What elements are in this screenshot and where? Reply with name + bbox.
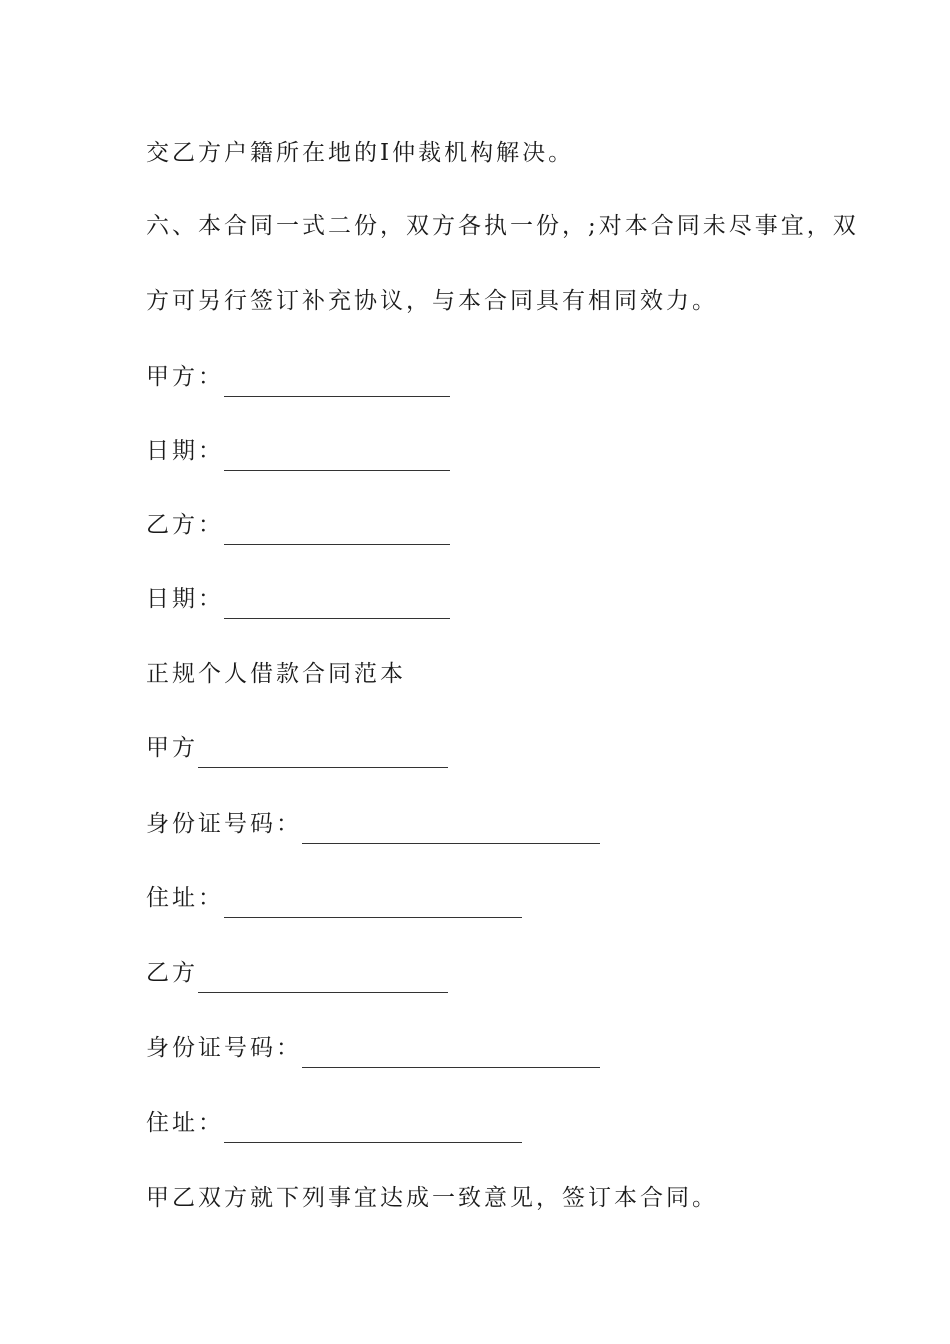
- party-a-field: [146, 728, 448, 768]
- paragraph-copies-line-2: 方可另行签订补充协议，与本合同具有相同效力。: [146, 288, 718, 314]
- signature-party-a-blank[interactable]: [224, 367, 450, 397]
- signature-date-1-label: 日期：: [146, 438, 224, 464]
- party-a-id-blank[interactable]: [302, 814, 600, 844]
- party-b-address-blank[interactable]: [224, 1113, 522, 1143]
- party-a-id-label: 身份证号码：: [146, 811, 302, 837]
- signature-party-b-field: [146, 505, 450, 545]
- signature-date-2-field: [146, 579, 450, 619]
- party-b-address-field: [146, 1103, 522, 1143]
- party-a-address-blank[interactable]: [224, 888, 522, 918]
- signature-party-a-label: 甲方：: [146, 364, 224, 390]
- signature-date-1-blank[interactable]: [224, 441, 450, 471]
- party-a-label: 甲方: [146, 735, 198, 761]
- party-a-id-field: [146, 804, 600, 844]
- signature-date-2-blank[interactable]: [224, 589, 450, 619]
- paragraph-arbitration-end: 交乙方户籍所在地的I仲裁机构解决。: [146, 140, 575, 166]
- paragraph-copies-line-1: 六、本合同一式二份，双方各执一份，;对本合同未尽事宜，双: [146, 213, 859, 239]
- party-b-id-label: 身份证号码：: [146, 1035, 302, 1061]
- party-b-address-label: 住址：: [146, 1110, 224, 1136]
- signature-party-b-blank[interactable]: [224, 515, 450, 545]
- signature-party-b-label: 乙方：: [146, 512, 224, 538]
- party-a-address-field: [146, 878, 522, 918]
- party-b-blank[interactable]: [198, 963, 448, 993]
- signature-date-1-field: [146, 431, 450, 471]
- signature-date-2-label: 日期：: [146, 586, 224, 612]
- signature-party-a-field: [146, 357, 450, 397]
- contract-title: 正规个人借款合同范本: [146, 661, 406, 687]
- party-b-field: [146, 953, 448, 993]
- party-a-address-label: 住址：: [146, 885, 224, 911]
- party-b-label: 乙方: [146, 960, 198, 986]
- party-b-id-field: [146, 1028, 600, 1068]
- agreement-statement: 甲乙双方就下列事宜达成一致意见，签订本合同。: [146, 1185, 718, 1211]
- party-b-id-blank[interactable]: [302, 1038, 600, 1068]
- party-a-blank[interactable]: [198, 738, 448, 768]
